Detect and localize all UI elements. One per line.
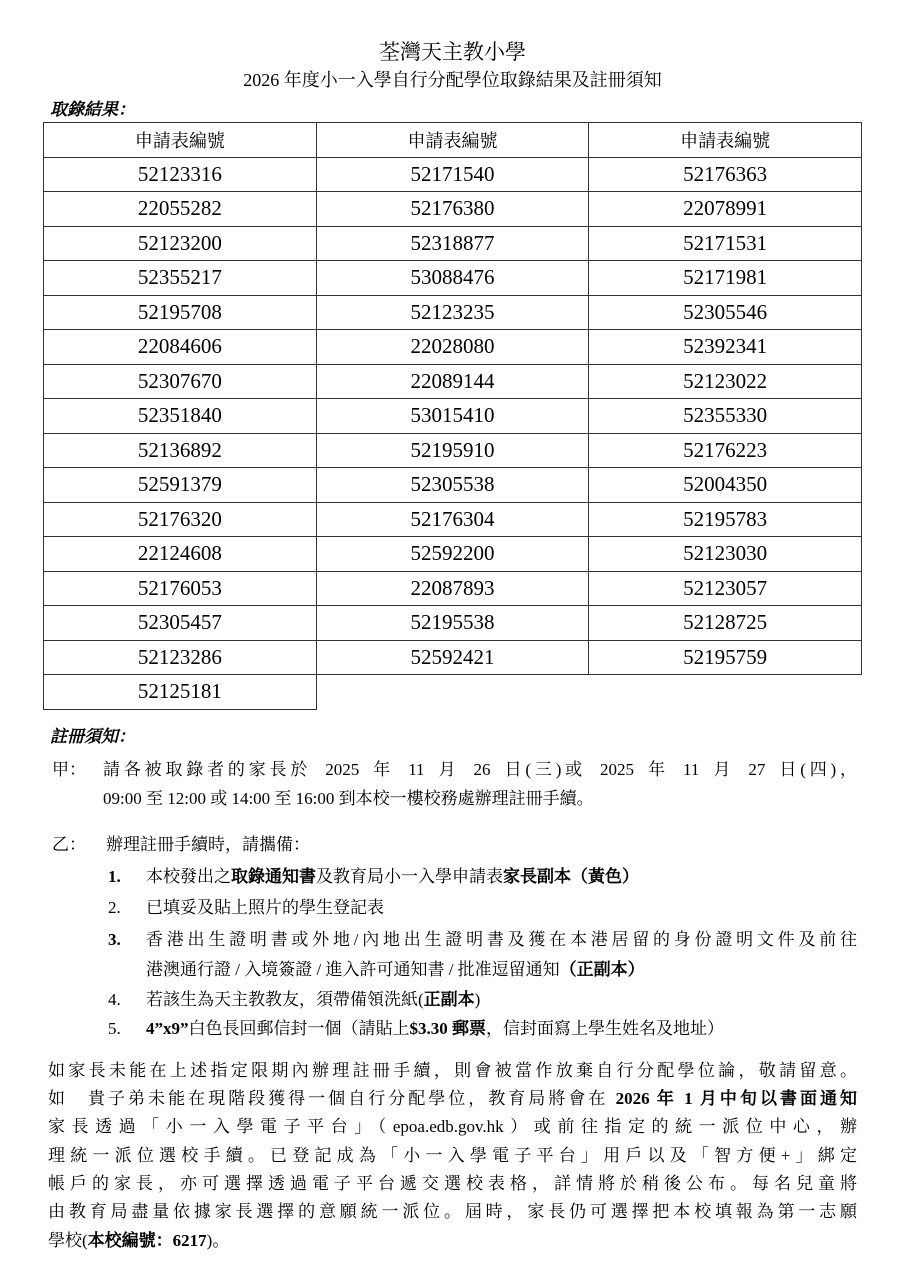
footer-line: 由教育局盡量依據家長選擇的意願統一派位。屆時，家長仍可選擇把本校填報為第一志願	[48, 1202, 857, 1221]
footer-line: 帳戶的家長，亦可選擇透過電子平台遞交選校表格，詳情將於稍後公布。每名兒童將	[48, 1174, 857, 1193]
registration-notes-heading: 註冊須知：	[50, 727, 135, 746]
checklist-item	[146, 990, 480, 1010]
application-number-cell: 22055282	[44, 192, 317, 227]
application-number-cell: 22028080	[316, 330, 589, 365]
item-number: 3.	[108, 930, 121, 949]
table-row	[44, 433, 862, 468]
application-number-cell: 22084606	[44, 330, 317, 365]
table-row	[44, 571, 862, 606]
table-row	[44, 261, 862, 296]
application-number-cell: 52592421	[316, 640, 589, 675]
application-number-cell: 52125181	[44, 675, 317, 710]
checklist-item-cont	[146, 960, 645, 980]
table-row	[44, 157, 862, 192]
application-number-cell: 52171531	[589, 226, 862, 261]
application-number-cell: 52176223	[589, 433, 862, 468]
application-number-cell: 52318877	[316, 226, 589, 261]
application-number-cell: 52176363	[589, 157, 862, 192]
application-number-cell: 52128725	[589, 606, 862, 641]
application-number-cell: 52176053	[44, 571, 317, 606]
table-row	[44, 537, 862, 572]
application-number-cell: 52195759	[589, 640, 862, 675]
application-number-cell: 52591379	[44, 468, 317, 503]
application-number-cell: 52195783	[589, 502, 862, 537]
application-number-cell: 52355330	[589, 399, 862, 434]
footer-text: 學校(	[48, 1231, 88, 1250]
empty-cell	[316, 675, 589, 710]
column-header: 申請表編號	[316, 123, 589, 158]
item-text: 白色長回郵信封一個（請貼上	[188, 1019, 410, 1038]
item-number: 5.	[108, 1019, 121, 1038]
application-number-cell: 22087893	[316, 571, 589, 606]
item-number: 1.	[108, 867, 121, 886]
application-number-cell: 52123316	[44, 157, 317, 192]
school-code: 本校編號：6217	[87, 1231, 207, 1250]
application-number-cell: 52392341	[589, 330, 862, 365]
footer-text: )。	[206, 1231, 230, 1250]
item-text: ，信封面寫上學生姓名及地址）	[486, 1019, 724, 1038]
table-header-row	[44, 123, 862, 158]
application-number-cell: 53015410	[316, 399, 589, 434]
checklist-item	[146, 867, 639, 887]
application-number-cell: 52307670	[44, 364, 317, 399]
table-row	[44, 192, 862, 227]
item-bold-text: 正副本	[423, 990, 475, 1009]
application-number-cell: 52004350	[589, 468, 862, 503]
application-number-cell: 52305546	[589, 295, 862, 330]
item-bold-text: 家長副本（黃色）	[503, 867, 639, 886]
application-number-cell: 52592200	[316, 537, 589, 572]
column-header: 申請表編號	[589, 123, 862, 158]
table-row	[44, 330, 862, 365]
application-number-cell: 52195708	[44, 295, 317, 330]
application-number-cell: 52176304	[316, 502, 589, 537]
empty-cell	[589, 675, 862, 710]
application-number-cell: 52305538	[316, 468, 589, 503]
table-row	[44, 502, 862, 537]
item-text: 及教育局小一入學申請表	[316, 867, 503, 886]
item-bold-text: 取錄通知書	[231, 867, 316, 886]
table-row	[44, 295, 862, 330]
item-text: )	[474, 990, 481, 1009]
item-text: 本校發出之	[146, 867, 231, 886]
footer-text: 如 貴子弟未能在現階段獲得一個自行分配學位，教育局將會在	[48, 1089, 616, 1108]
table-row	[44, 675, 862, 710]
item-bold-text: 4”x9”	[146, 1019, 189, 1038]
application-number-cell: 22089144	[316, 364, 589, 399]
footer-line: 理統一派位選校手續。已登記成為「小一入學電子平台」用戶以及「智方便+」綁定	[48, 1146, 857, 1165]
application-number-cell: 22124608	[44, 537, 317, 572]
note-a-line: 請各被取錄者的家長於 2025 年 11 月 26 日(三)或 2025 年 11 月 27 日(四)，	[103, 760, 857, 779]
school-name: 荃灣天主教小學	[379, 40, 526, 64]
item-text: 港澳通行證 / 入境簽證 / 進入許可通知書 / 批准逗留通知	[146, 960, 560, 979]
application-number-cell: 52123235	[316, 295, 589, 330]
footer-line: 家長透過「小一入學電子平台」（epoa.edb.gov.hk）或前往指定的統一派位中心，辦	[48, 1117, 857, 1136]
footer-line	[48, 1089, 857, 1109]
application-number-cell: 52195538	[316, 606, 589, 641]
application-number-cell: 52123022	[589, 364, 862, 399]
application-number-cell: 52351840	[44, 399, 317, 434]
table-row	[44, 364, 862, 399]
table-row	[44, 606, 862, 641]
admission-results-table	[43, 122, 862, 710]
table-row	[44, 468, 862, 503]
application-number-cell: 52305457	[44, 606, 317, 641]
note-b-label: 乙：	[52, 835, 86, 854]
item-number: 4.	[108, 990, 121, 1009]
note-a-label: 甲：	[52, 760, 86, 779]
application-number-cell: 52355217	[44, 261, 317, 296]
application-number-cell: 53088476	[316, 261, 589, 296]
note-b-intro: 辦理註冊手續時，請攜備：	[106, 835, 310, 854]
checklist-item: 香港出生證明書或外地/內地出生證明書及獲在本港居留的身份證明文件及前往	[146, 930, 857, 949]
application-number-cell: 52123057	[589, 571, 862, 606]
document-title: 2026 年度小一入學自行分配學位取錄結果及註冊須知	[243, 70, 662, 90]
item-bold-text: （正副本）	[559, 960, 645, 979]
footer-line	[48, 1231, 229, 1251]
application-number-cell: 22078991	[589, 192, 862, 227]
application-number-cell: 52171540	[316, 157, 589, 192]
results-heading: 取錄結果：	[50, 100, 135, 119]
application-number-cell: 52176320	[44, 502, 317, 537]
checklist-item: 已填妥及貼上照片的學生登記表	[146, 898, 384, 917]
item-bold-text: $3.30 郵票	[409, 1019, 486, 1038]
table-row	[44, 399, 862, 434]
item-text: 若該生為天主教教友，須帶備領洗紙(	[146, 990, 424, 1009]
checklist-item	[146, 1019, 724, 1039]
note-a-line: 09:00 至 12:00 或 14:00 至 16:00 到本校一樓校務處辦理註冊手續。	[103, 789, 594, 808]
table-row	[44, 640, 862, 675]
column-header: 申請表編號	[44, 123, 317, 158]
item-number: 2.	[108, 898, 121, 917]
table-row	[44, 226, 862, 261]
application-number-cell: 52195910	[316, 433, 589, 468]
application-number-cell: 52171981	[589, 261, 862, 296]
application-number-cell: 52136892	[44, 433, 317, 468]
footer-bold-text: 2026 年 1 月中旬以書面通知	[615, 1089, 858, 1108]
application-number-cell: 52123200	[44, 226, 317, 261]
application-number-cell: 52176380	[316, 192, 589, 227]
application-number-cell: 52123286	[44, 640, 317, 675]
footer-line: 如家長未能在上述指定限期內辦理註冊手續，則會被當作放棄自行分配學位論，敬請留意。	[48, 1061, 857, 1080]
application-number-cell: 52123030	[589, 537, 862, 572]
